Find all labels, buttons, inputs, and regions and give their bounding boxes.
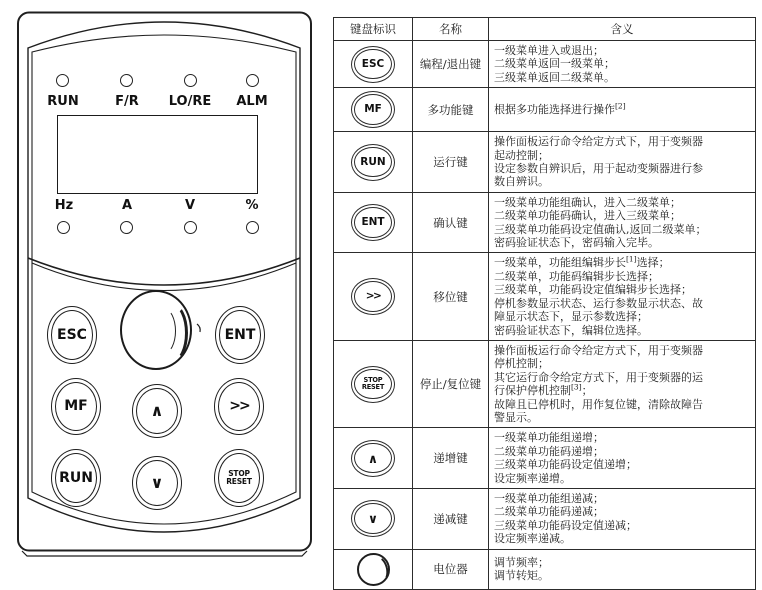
key-icon-cell (334, 192, 413, 253)
mf-button-label: MF (64, 398, 88, 415)
key-name-cell: 运行键 (413, 132, 489, 193)
esc-button (47, 306, 97, 364)
ent-button-label: ENT (224, 326, 256, 343)
down-button (132, 456, 182, 510)
lore-led-label: LO/RE (168, 94, 212, 109)
key-meaning-cell: 一级菜单进入或退出； 二级菜单返回一级菜单； 三级菜单返回二级菜单。 (489, 41, 756, 88)
down-key-icon-label: ∨ (367, 511, 379, 527)
keypad-figure (16, 10, 313, 556)
up-key-icon-label: ∧ (367, 450, 379, 466)
key-name-cell: 递减键 (413, 488, 489, 549)
key-function-table (333, 17, 756, 590)
table-row (334, 428, 756, 489)
ent-key-icon (351, 204, 395, 241)
table-row (334, 132, 756, 193)
lcd-display (57, 115, 258, 194)
down-key-icon (351, 500, 395, 537)
key-icon-cell (334, 549, 413, 589)
v-unit-label: V (184, 198, 196, 213)
pct-led (246, 221, 259, 234)
key-meaning-cell: 调节频率； 调节转矩。 (489, 549, 756, 589)
ent-key-icon-label: ENT (361, 216, 385, 229)
table-header-row (334, 18, 756, 41)
mf-key-icon-label: MF (364, 103, 382, 116)
key-meaning-cell: 一级菜单，功能组编辑步长[1]选择； 二级菜单，功能码编辑步长选择； 三级菜单，功能码设定值编辑步长选择； 停机参数显示状态、运行参数显示状态、故 障显示状态下，显示参数选择； 密码验证状态下，编辑位选择。 (489, 253, 756, 340)
a-unit-label: A (121, 198, 133, 213)
key-icon-cell (334, 88, 413, 132)
key-meaning-cell: 一级菜单功能组递增； 二级菜单功能码递增； 三级菜单功能码设定值递增； 设定频率递增。 (489, 428, 756, 489)
run-led-label: RUN (47, 94, 79, 109)
stop-reset-key-icon (351, 366, 395, 403)
table-row (334, 253, 756, 340)
key-name-cell: 递增键 (413, 428, 489, 489)
key-meaning-cell: 一级菜单功能组确认，进入二级菜单； 二级菜单功能码确认，进入三级菜单； 三级菜单功能码设定值确认,返回二级菜单； 密码验证状态下，密码输入完毕。 (489, 192, 756, 253)
potentiometer-knob (120, 290, 192, 370)
col-header-meaning: 含义 (489, 18, 756, 41)
shift-key-icon-label: >> (365, 290, 381, 303)
key-name-cell: 多功能键 (413, 88, 489, 132)
run-key-icon (351, 144, 395, 181)
key-name-cell: 确认键 (413, 192, 489, 253)
ent-button (215, 306, 265, 364)
key-name-cell: 移位键 (413, 253, 489, 340)
up-arrow-icon: ∧ (150, 400, 164, 420)
shift-button-label: >> (229, 398, 249, 415)
key-icon-cell (334, 41, 413, 88)
key-meaning-cell: 一级菜单功能组递减； 二级菜单功能码递减； 三级菜单功能码设定值递减； 设定频率递减。 (489, 488, 756, 549)
esc-key-icon (351, 46, 395, 83)
up-button (132, 384, 182, 438)
key-icon-cell (334, 488, 413, 549)
esc-button-label: ESC (57, 326, 87, 343)
table-row (334, 340, 756, 427)
reset-label: RESET (226, 477, 252, 486)
col-header-key-id: 键盘标识 (334, 18, 413, 41)
key-table-body (334, 41, 756, 590)
run-button-label: RUN (59, 469, 93, 486)
key-meaning-cell: 操作面板运行命令给定方式下，用于变频器 停机控制； 其它运行命令给定方式下，用于变频器的运 行保护停机控制[3]； 故障且已停机时，用作复位键，清除故障告 警显示。 (489, 340, 756, 427)
key-name-cell: 编程/退出键 (413, 41, 489, 88)
hz-unit-label: Hz (54, 198, 74, 213)
key-meaning-cell: 根据多功能选择进行操作[2] (489, 88, 756, 132)
key-icon-cell (334, 340, 413, 427)
mf-key-icon (351, 91, 395, 128)
key-icon-cell (334, 428, 413, 489)
pot-pointer-arc (367, 554, 391, 585)
key-name-cell: 停止/复位键 (413, 340, 489, 427)
pct-unit-label: % (245, 198, 259, 213)
lore-led (184, 74, 197, 87)
shift-key-icon (351, 278, 395, 315)
a-led (120, 221, 133, 234)
table-row (334, 88, 756, 132)
potentiometer-icon (357, 553, 390, 586)
run-button (51, 449, 101, 507)
key-name-cell: 电位器 (413, 549, 489, 589)
table-row (334, 192, 756, 253)
alm-led (246, 74, 259, 87)
stop-reset-key-icon-label: STOP (363, 376, 383, 385)
hz-led (57, 221, 70, 234)
run-key-icon-label: RUN (360, 155, 386, 168)
stop-reset-button (214, 449, 264, 507)
run-led (56, 74, 69, 87)
footnote-ref: [1] (626, 254, 637, 264)
knob-pointer-arc-inner (152, 308, 176, 354)
stop-label: STOP (228, 469, 250, 479)
mf-button (51, 378, 101, 435)
shift-button (214, 378, 264, 435)
col-header-name: 名称 (413, 18, 489, 41)
key-icon-cell (334, 253, 413, 340)
key-icon-cell (334, 132, 413, 193)
footnote-ref: [3] (571, 382, 582, 392)
fr-led-label: F/R (115, 94, 139, 109)
v-led (184, 221, 197, 234)
table-row (334, 488, 756, 549)
key-meaning-cell: 操作面板运行命令给定方式下，用于变频器 起动控制； 设定参数自辨识后，用于起动变频器进行参 数自辨识。 (489, 132, 756, 193)
stop-reset-key-icon-label2: RESET (361, 383, 385, 392)
esc-key-icon-label: ESC (361, 57, 385, 70)
table-row (334, 549, 756, 589)
up-key-icon (351, 440, 395, 477)
footnote-ref: [2] (615, 101, 626, 111)
alm-led-label: ALM (236, 94, 268, 109)
down-arrow-icon: ∨ (150, 472, 164, 492)
table-row (334, 41, 756, 88)
fr-led (120, 74, 133, 87)
